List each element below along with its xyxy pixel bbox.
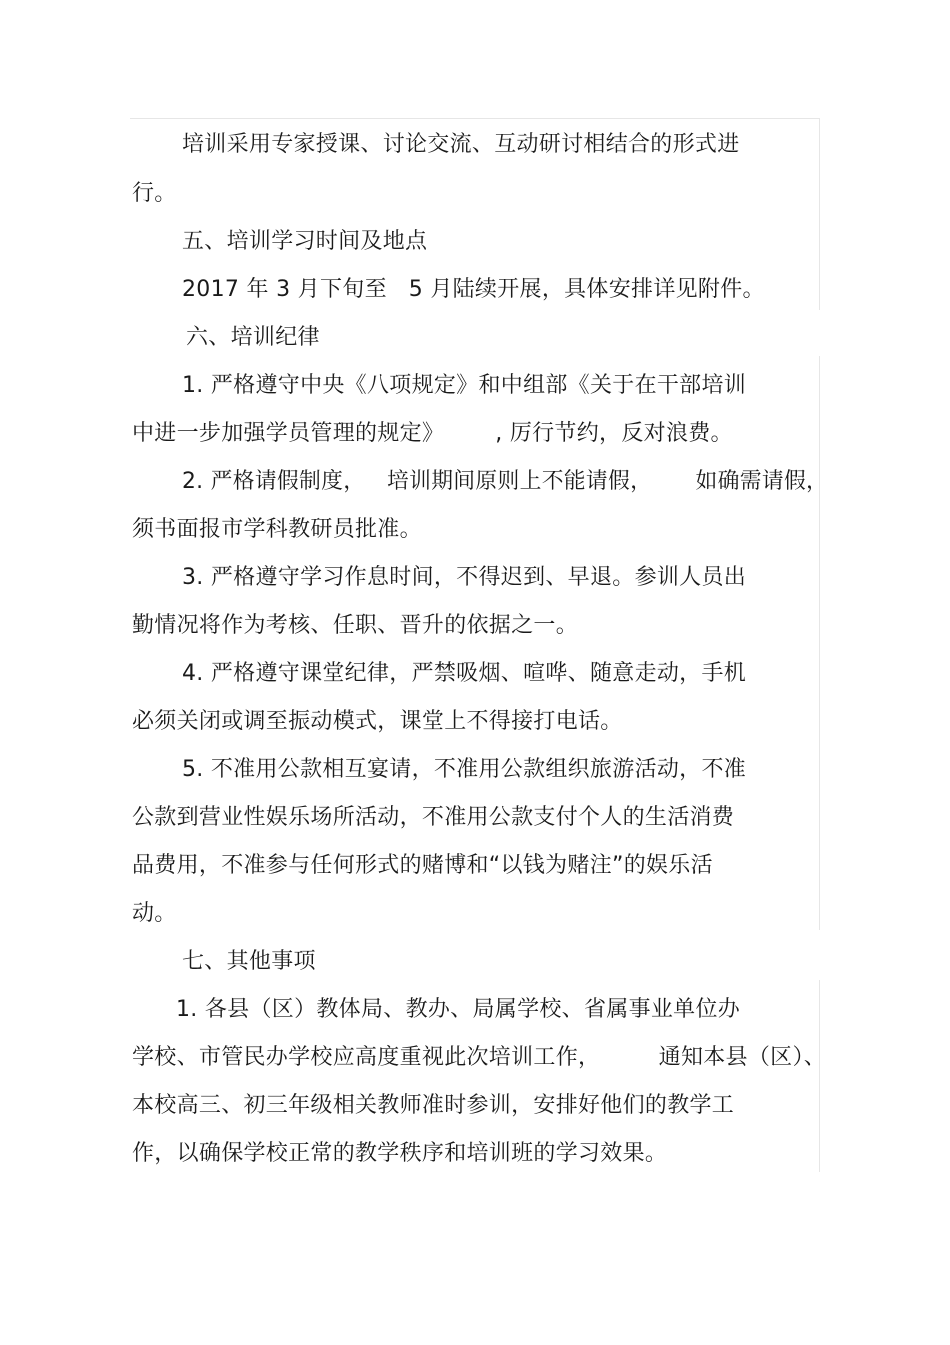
paragraph-line: 2. 严格请假制度， 培训期间原则上不能请假， 如确需请假， bbox=[182, 469, 829, 494]
paragraph-line: 动。 bbox=[132, 901, 177, 926]
paragraph-line: 必须关闭或调至振动模式，课堂上不得接打电话。 bbox=[132, 709, 623, 734]
page-border-right bbox=[819, 980, 820, 1172]
paragraph-line: 本校高三、初三年级相关教师准时参训，安排好他们的教学工 bbox=[132, 1093, 735, 1118]
paragraph-line: 公款到营业性娱乐场所活动，不准用公款支付个人的生活消费 bbox=[132, 805, 735, 830]
paragraph-line: 4. 严格遵守课堂纪律，严禁吸烟、喧哗、随意走动，手机 bbox=[182, 661, 747, 686]
section-heading: 六、培训纪律 bbox=[186, 325, 320, 350]
paragraph-line: 5. 不准用公款相互宴请，不准用公款组织旅游活动，不准 bbox=[182, 757, 747, 782]
page-border-right bbox=[819, 356, 820, 930]
page-border-right bbox=[819, 118, 820, 310]
paragraph-line: 培训采用专家授课、讨论交流、互动研讨相结合的形式进 bbox=[182, 132, 740, 157]
paragraph-line: 1. 严格遵守中央《八项规定》和中组部《关于在干部培训 bbox=[182, 373, 747, 398]
page-border-top bbox=[130, 118, 820, 119]
paragraph-line: 行。 bbox=[132, 181, 177, 206]
paragraph-line: 作，以确保学校正常的教学秩序和培训班的学习效果。 bbox=[132, 1141, 668, 1166]
section-heading: 七、其他事项 bbox=[182, 949, 316, 974]
paragraph-line: 品费用，不准参与任何形式的赌博和“以钱为赌注”的娱乐活 bbox=[132, 853, 713, 878]
paragraph-line: 3. 严格遵守学习作息时间，不得迟到、早退。参训人员出 bbox=[182, 565, 747, 590]
paragraph-line: 学校、市管民办学校应高度重视此次培训工作， 通知本县（区）、 bbox=[132, 1045, 827, 1070]
paragraph-line: 1. 各县（区）教体局、教办、局属学校、省属事业单位办 bbox=[176, 997, 741, 1022]
section-heading: 五、培训学习时间及地点 bbox=[182, 229, 428, 254]
paragraph-line: 须书面报市学科教研员批准。 bbox=[132, 517, 422, 542]
paragraph-line: 中进一步加强学员管理的规定》 , 厉行节约，反对浪费。 bbox=[132, 421, 733, 446]
paragraph-line: 勤情况将作为考核、任职、晋升的依据之一。 bbox=[132, 613, 579, 638]
paragraph-line: 2017 年 3 月下旬至 5 月陆续开展，具体安排详见附件。 bbox=[182, 277, 765, 302]
